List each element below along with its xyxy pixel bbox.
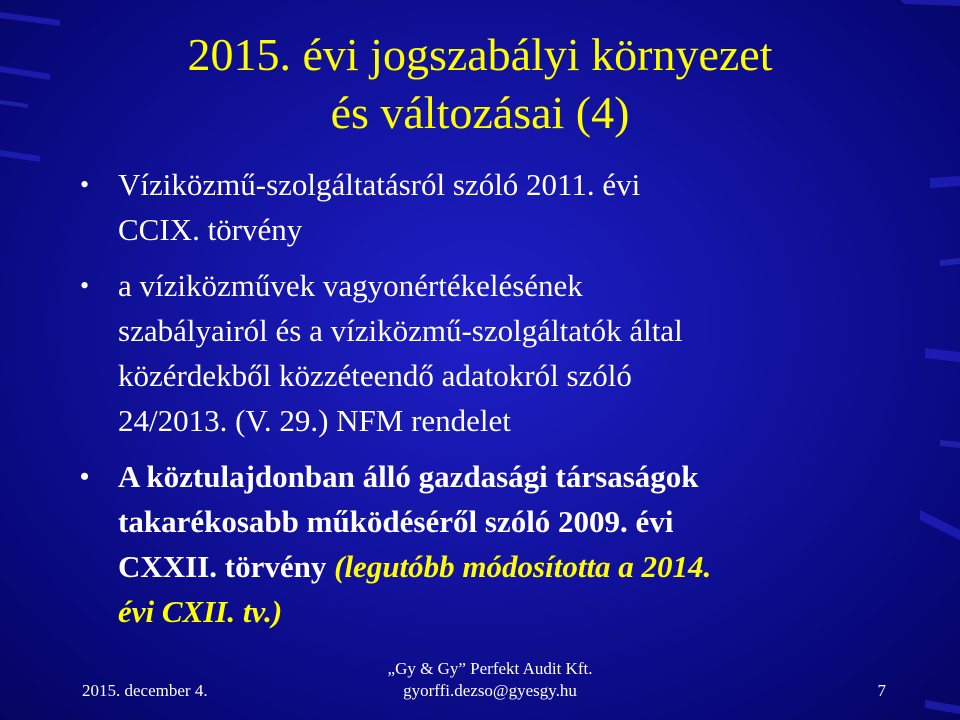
bullet-text-line: a víziközművek vagyonértékelésének: [118, 268, 583, 303]
bullet-item-water-utility-act: [70, 162, 870, 252]
amendment-note: évi CXII. tv.): [118, 594, 283, 629]
bullet-text-line: 24/2013. (V. 29.) NFM rendelet: [118, 403, 511, 438]
bullet-text-line: A köztulajdonban álló gazdasági társaságok: [118, 459, 699, 494]
footer-page-number: 7: [877, 681, 886, 700]
title-line-1: 2015. évi jogszabályi környezet: [187, 29, 773, 80]
title-line-2: és változásai (4): [330, 87, 630, 138]
footer-center: [340, 658, 640, 702]
slide-title: [40, 26, 920, 142]
bullet-item-nfm-decree: [70, 263, 870, 443]
bullet-item-public-companies-act: [70, 454, 870, 634]
bullet-text-line: szabályairól és a víziközmű-szolgáltatók által: [118, 313, 683, 348]
bullet-text-line: CCIX. törvény: [118, 212, 303, 247]
bullet-text-plain: CXXII. törvény: [118, 549, 335, 584]
bullet-text-line: takarékosabb működéséről szóló 2009. évi: [118, 504, 674, 539]
bullet-icon: •: [80, 462, 90, 491]
amendment-note: (legutóbb módosította a 2014.: [334, 549, 712, 584]
bullet-text-line: közérdekből közzéteendő adatokról szóló: [118, 358, 632, 393]
footer-date: 2015. december 4.: [82, 681, 208, 700]
bullet-text-line: [118, 544, 870, 589]
bullet-text-line: Víziközmű-szolgáltatásról szóló 2011. évi: [118, 167, 641, 202]
bullet-list: [70, 162, 870, 645]
footer-email: gyorffi.dezso@gyesgy.hu: [403, 681, 577, 700]
footer-company: „Gy & Gy” Perfekt Audit Kft.: [387, 659, 593, 678]
bullet-icon: •: [80, 271, 90, 300]
bullet-icon: •: [80, 170, 90, 199]
